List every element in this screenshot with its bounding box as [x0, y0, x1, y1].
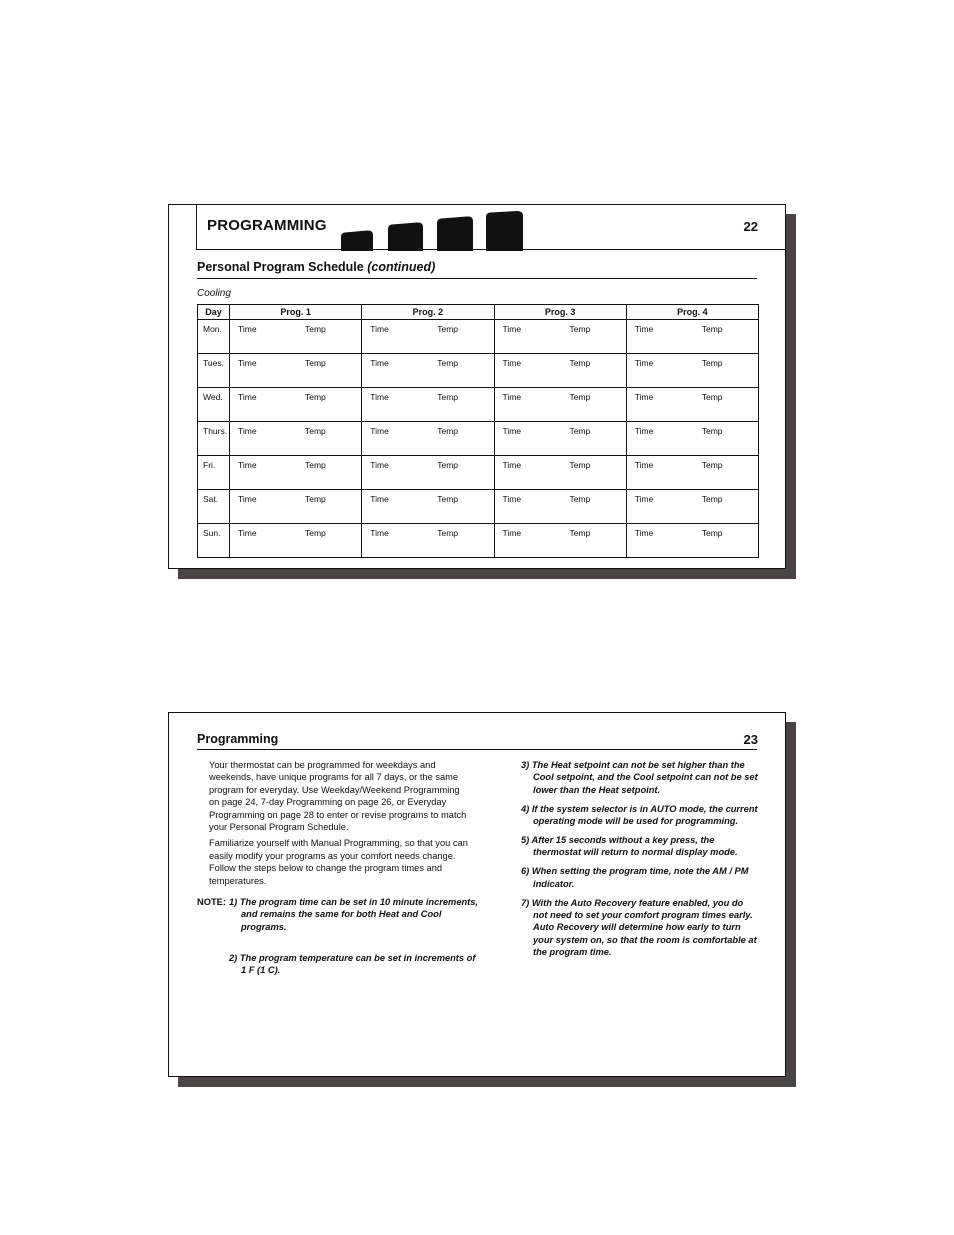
paragraph: Familiarize yourself with Manual Programming, so that you can easily modify your programs as your comfort needs change. Follow the steps below to change the program times and temperatures. [209, 838, 468, 886]
day-cell: Sun. [198, 524, 230, 558]
time-label: Time [238, 392, 257, 402]
table-row [198, 490, 759, 524]
day-cell: Sat. [198, 490, 230, 524]
time-label: Time [238, 528, 257, 538]
time-label: Time [502, 392, 522, 402]
header-tabs-graphic [337, 211, 527, 251]
note-item: 3) The Heat setpoint can not be set higher than the Cool setpoint, and the Cool setpoint can not be set lower than the Heat setpoint. [521, 760, 758, 795]
program-cell[interactable] [494, 388, 626, 422]
program-cell[interactable] [362, 456, 494, 490]
time-label: Time [238, 494, 257, 504]
note-item: 2) The program temperature can be set in increments of 1 F (1 C). [229, 953, 476, 976]
header-prog-3: Prog. 3 [494, 305, 626, 320]
time-label: Time [370, 528, 389, 538]
program-cell[interactable] [230, 490, 362, 524]
note-label: NOTE: [197, 897, 226, 907]
table-row [198, 456, 759, 490]
program-cell[interactable] [230, 456, 362, 490]
program-cell[interactable] [494, 354, 626, 388]
header-prog-1: Prog. 1 [230, 305, 362, 320]
program-cell[interactable] [626, 490, 758, 524]
note-item: 1) The program time can be set in 10 minute increments, and remains the same for both Heat and Cool programs. [229, 897, 479, 932]
program-cell[interactable] [494, 320, 626, 354]
temp-label: Temp [305, 494, 326, 504]
time-label: Time [502, 358, 522, 368]
program-cell[interactable] [230, 354, 362, 388]
time-label: Time [370, 358, 389, 368]
day-cell: Mon. [198, 320, 230, 354]
time-label: Time [370, 324, 389, 334]
temp-label: Temp [701, 494, 723, 504]
program-cell[interactable] [494, 524, 626, 558]
day-cell: Tues. [198, 354, 230, 388]
program-cell[interactable] [494, 422, 626, 456]
temp-label: Temp [305, 392, 326, 402]
temp-label: Temp [305, 426, 326, 436]
time-label: Time [502, 528, 522, 538]
note-item: 6) When setting the program time, note the AM / PM indicator. [521, 866, 749, 889]
program-cell[interactable] [626, 320, 758, 354]
temp-label: Temp [701, 324, 723, 334]
intro-text [209, 759, 471, 891]
program-cell[interactable] [626, 388, 758, 422]
program-cell[interactable] [626, 422, 758, 456]
program-cell[interactable] [494, 490, 626, 524]
time-label: Time [502, 426, 522, 436]
temp-label: Temp [569, 494, 591, 504]
program-cell[interactable] [230, 524, 362, 558]
day-cell: Wed. [198, 388, 230, 422]
program-cell[interactable] [626, 524, 758, 558]
time-label: Time [238, 460, 257, 470]
time-label: Time [370, 494, 389, 504]
table-row [198, 354, 759, 388]
paragraph: Your thermostat can be programmed for weekdays and weekends, have unique programs for all 7 days, or the same program for everyday. Use Weekday/Weekend Programming on page 24, 7-day Programming on page 26, or Everyday Programming on page 28 to enter or revise programs to match your Personal Program Schedule. [209, 760, 467, 833]
page-number: 22 [743, 219, 758, 234]
temp-label: Temp [701, 528, 723, 538]
program-cell[interactable] [362, 320, 494, 354]
temp-label: Temp [437, 392, 459, 402]
table-row [198, 524, 759, 558]
time-label: Time [238, 324, 257, 334]
section-title: Personal Program Schedule (continued) [197, 260, 436, 274]
temp-label: Temp [437, 494, 459, 504]
program-cell[interactable] [362, 490, 494, 524]
time-label: Time [634, 392, 654, 402]
notes-right [521, 759, 759, 965]
time-label: Time [370, 460, 389, 470]
time-label: Time [634, 426, 654, 436]
temp-label: Temp [569, 528, 591, 538]
header-prog-4: Prog. 4 [626, 305, 758, 320]
time-label: Time [634, 528, 654, 538]
program-cell[interactable] [230, 422, 362, 456]
page-number: 23 [743, 732, 758, 747]
day-cell: Fri. [198, 456, 230, 490]
note-item: 5) After 15 seconds without a key press, the thermostat will return to normal display mode. [521, 835, 738, 858]
note-item: 7) With the Auto Recovery feature enabled, you do not need to set your comfort program times early. Auto Recovery will determine how early to turn your system on, so that the room is comfortable at the program time. [521, 897, 757, 958]
temp-label: Temp [701, 392, 723, 402]
title-rule [197, 749, 757, 750]
program-cell[interactable] [362, 354, 494, 388]
table-header-row [198, 305, 759, 320]
temp-label: Temp [569, 426, 591, 436]
time-label: Time [634, 494, 654, 504]
program-cell[interactable] [230, 388, 362, 422]
temp-label: Temp [437, 324, 459, 334]
temp-label: Temp [569, 460, 591, 470]
time-label: Time [370, 392, 389, 402]
temp-label: Temp [569, 392, 591, 402]
program-cell[interactable] [494, 456, 626, 490]
time-label: Time [502, 324, 522, 334]
time-label: Time [238, 358, 257, 368]
time-label: Time [634, 460, 654, 470]
program-schedule-table [197, 304, 759, 558]
header-vertical-rule [196, 205, 197, 249]
program-cell[interactable] [626, 354, 758, 388]
temp-label: Temp [701, 358, 723, 368]
program-cell[interactable] [626, 456, 758, 490]
temp-label: Temp [305, 324, 326, 334]
temp-label: Temp [437, 528, 459, 538]
temp-label: Temp [437, 358, 459, 368]
table-row [198, 422, 759, 456]
temp-label: Temp [437, 460, 459, 470]
time-label: Time [502, 460, 522, 470]
temp-label: Temp [701, 460, 723, 470]
temp-label: Temp [701, 426, 723, 436]
table-row [198, 388, 759, 422]
header-prog-2: Prog. 2 [362, 305, 494, 320]
day-cell: Thurs. [198, 422, 230, 456]
temp-label: Temp [305, 358, 326, 368]
table-row [198, 320, 759, 354]
program-cell[interactable] [362, 524, 494, 558]
page-22 [168, 204, 786, 569]
time-label: Time [634, 358, 654, 368]
program-cell[interactable] [230, 320, 362, 354]
cooling-subtitle: Cooling [197, 288, 231, 299]
temp-label: Temp [305, 528, 326, 538]
page-23 [168, 712, 786, 1077]
temp-label: Temp [305, 460, 326, 470]
temp-label: Temp [437, 426, 459, 436]
header-day: Day [198, 305, 230, 320]
program-cell[interactable] [362, 422, 494, 456]
time-label: Time [370, 426, 389, 436]
temp-label: Temp [569, 324, 591, 334]
time-label: Time [502, 494, 522, 504]
page-title: Programming [197, 732, 279, 746]
note-item: 4) If the system selector is in AUTO mode, the current operating mode will be used for programming. [521, 803, 758, 827]
program-cell[interactable] [362, 388, 494, 422]
section-rule [197, 278, 757, 279]
time-label: Time [634, 324, 654, 334]
time-label: Time [238, 426, 257, 436]
temp-label: Temp [569, 358, 591, 368]
header-title: PROGRAMMING [207, 217, 327, 234]
